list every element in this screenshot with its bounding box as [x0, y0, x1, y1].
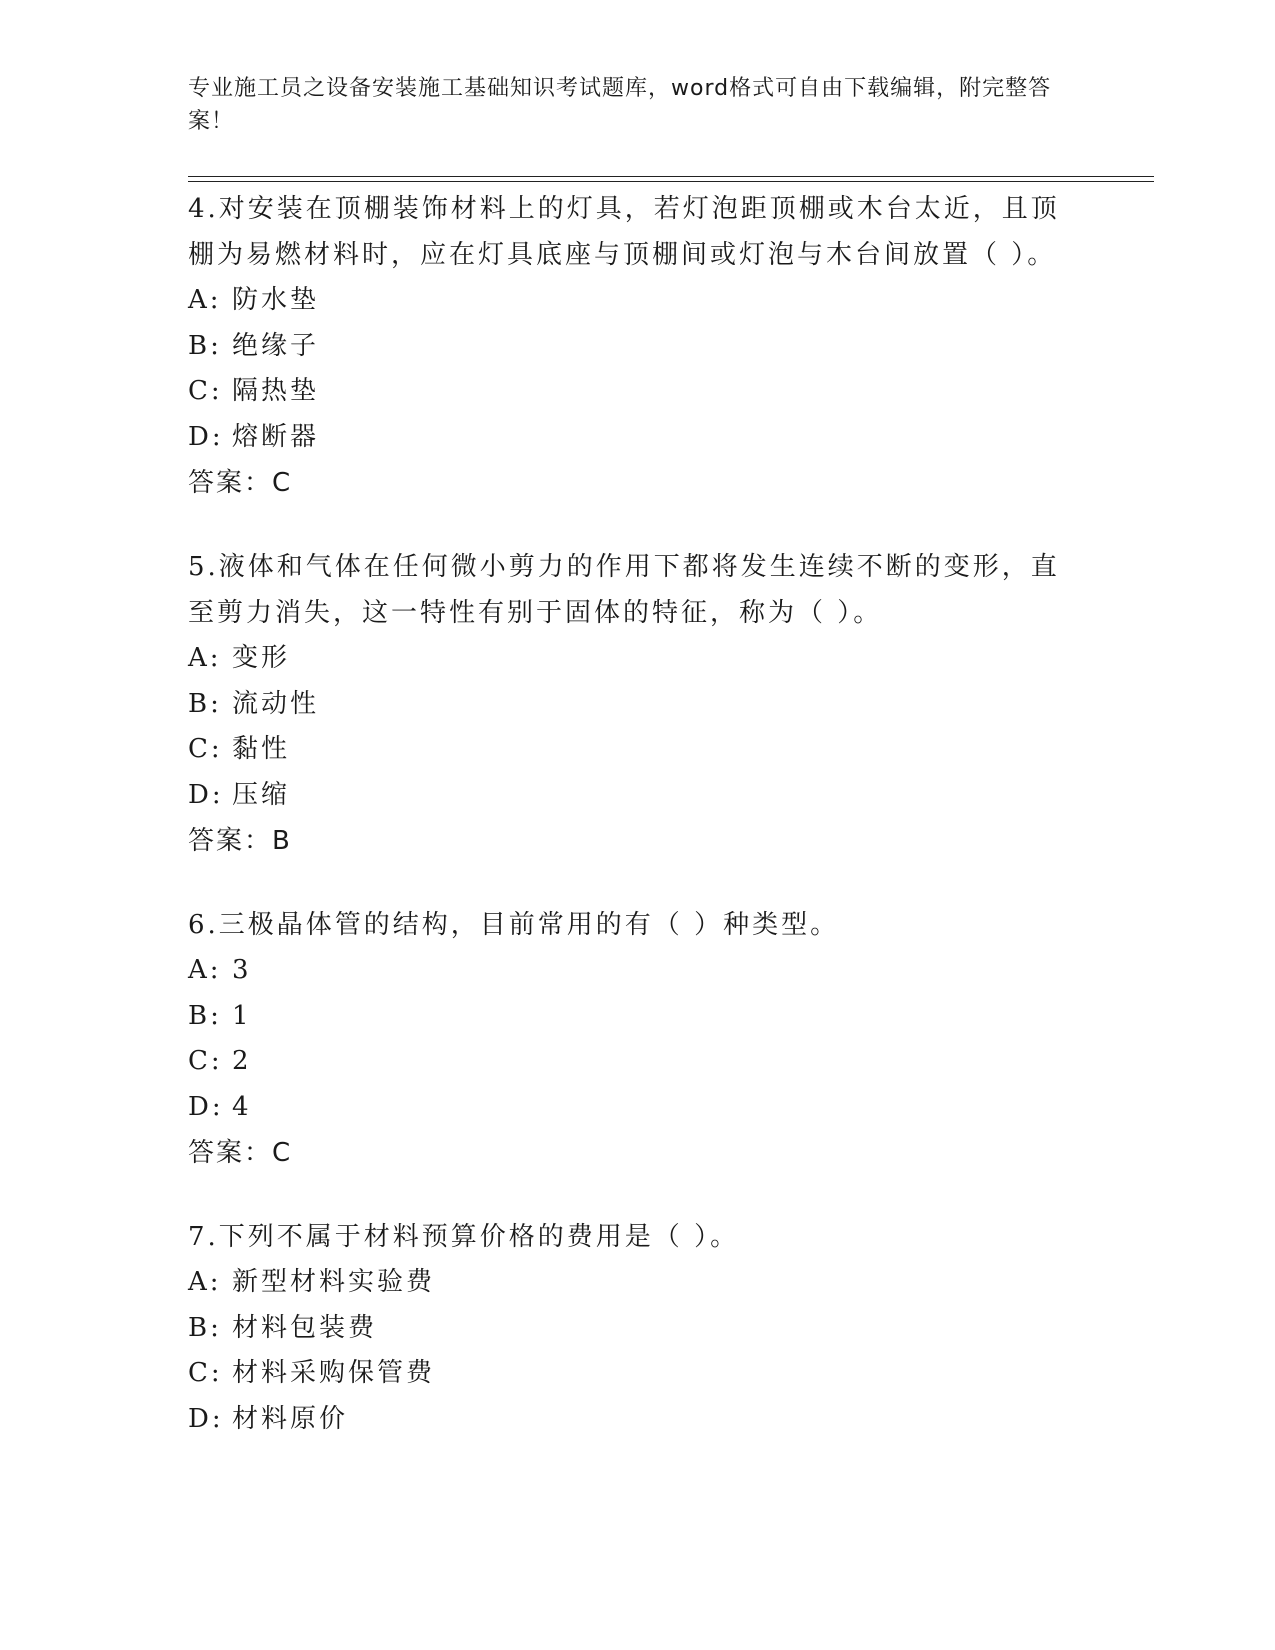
option-text: 压缩	[232, 779, 291, 810]
question-text: 6.三极晶体管的结构，目前常用的有（ ）种类型。	[188, 910, 840, 940]
option-letter: C:	[188, 376, 223, 406]
option-d	[188, 1397, 1088, 1443]
option-text: 熔断器	[232, 421, 320, 452]
option-letter: B:	[188, 330, 222, 361]
option-text: 2	[232, 1046, 252, 1076]
option-a	[188, 278, 1088, 324]
option-text: 流动性	[232, 688, 320, 719]
option-text: 4	[232, 1091, 252, 1122]
option-a	[188, 636, 1088, 682]
answer-line: 答案：C	[188, 468, 293, 498]
option-letter: D:	[188, 421, 224, 452]
option-text: 变形	[232, 643, 291, 673]
option-letter: B:	[188, 1312, 222, 1343]
question-list	[188, 186, 1088, 1480]
question-7	[188, 1214, 1088, 1442]
question-5	[188, 544, 1088, 864]
option-letter: A:	[188, 1267, 222, 1297]
question-text: 7.下列不属于材料预算价格的费用是（ ）。	[188, 1222, 740, 1252]
option-letter: A:	[188, 285, 222, 315]
option-d	[188, 415, 1088, 461]
option-text: 黏性	[232, 734, 291, 764]
option-c	[188, 1039, 1088, 1085]
option-letter: C:	[188, 1046, 223, 1076]
option-letter: D:	[188, 779, 224, 810]
option-a	[188, 948, 1088, 994]
question-6	[188, 902, 1088, 1176]
option-b	[188, 324, 1088, 370]
option-letter: A:	[188, 643, 222, 673]
option-text: 材料采购保管费	[232, 1358, 436, 1388]
option-letter: D:	[188, 1091, 224, 1122]
option-a	[188, 1260, 1088, 1306]
option-letter: B:	[188, 1000, 222, 1031]
option-letter: A:	[188, 955, 222, 985]
option-text: 材料包装费	[232, 1312, 378, 1343]
document-header: 专业施工员之设备安装施工基础知识考试题库，word格式可自由下载编辑，附完整答案！	[188, 76, 1052, 134]
option-b	[188, 994, 1088, 1040]
question-text: 4.对安装在顶棚装饰材料上的灯具，若灯泡距顶棚或木台太近，且顶棚为易燃材料时，应在灯具底座与顶棚间或灯泡与木台间放置（ ）。	[188, 194, 1060, 270]
question-text: 5.液体和气体在任何微小剪力的作用下都将发生连续不断的变形，直至剪力消失，这一特性有别于固体的特征，称为（ ）。	[188, 552, 1060, 628]
answer-line: 答案：C	[188, 1138, 293, 1168]
header-divider-top	[188, 176, 1154, 177]
option-b	[188, 1306, 1088, 1352]
header-divider-bottom	[188, 181, 1154, 182]
option-letter: B:	[188, 688, 222, 719]
option-text: 绝缘子	[232, 330, 320, 361]
option-text: 3	[232, 955, 252, 985]
option-text: 1	[232, 1000, 252, 1031]
option-letter: C:	[188, 734, 223, 764]
question-4	[188, 186, 1088, 506]
option-c	[188, 369, 1088, 415]
answer-line: 答案：B	[188, 826, 292, 856]
option-letter: D:	[188, 1403, 224, 1434]
option-d	[188, 773, 1088, 819]
option-c	[188, 1351, 1088, 1397]
option-text: 新型材料实验费	[232, 1267, 436, 1297]
option-text: 材料原价	[232, 1403, 349, 1434]
option-text: 防水垫	[232, 285, 320, 315]
option-text: 隔热垫	[232, 376, 320, 406]
option-c	[188, 727, 1088, 773]
option-d	[188, 1085, 1088, 1131]
option-letter: C:	[188, 1358, 223, 1388]
option-b	[188, 682, 1088, 728]
